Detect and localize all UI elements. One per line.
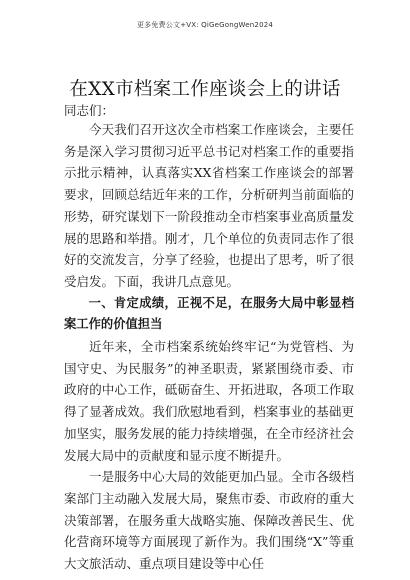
paragraph-achievements: 近年来，全市档案系统始终牢记“为党管档、为国守史、为民服务”的神圣职责，紧紧围绕市委、市政府的中心工作，砥砺奋生、开拓进取，各项工作取得了显著成效。我们欣慰地看到，档案事业的基础更加坚实，服务发展的能力持续增强，在全市经济社会发展大局中的贡献度和显示度不断提升。: [64, 339, 354, 463]
document-title: 在XX市档案工作座谈会上的讲话: [69, 79, 341, 100]
section-heading-1: 一、肯定成绩，正视不足，在服务大局中彰显档案工作的价值担当: [64, 295, 354, 332]
salutation: 同志们：: [64, 103, 115, 118]
document-body: [64, 119, 354, 575]
paragraph-intro: 今天我们召开这次全市档案工作座谈会，主要任务是深入学习贯彻习近平总书记对档案工作的重要指示批示精神，认真落实XX省档案工作座谈会的部署要求，回顾总结近年来的工作，分析研判当前面临的形势，研究谋划下一阶段推动全市档案事业高质量发展的思路和举措。刚才，几个单位的负责同志作了很好的交流发言，分享了经验，也提出了思考，听了很受启发。下面，我讲几点意见。: [64, 122, 354, 289]
paragraph-point-one: 一是服务中心大局的效能更加凸显。全市各级档案部门主动融入发展大局，聚焦市委、市政府的重大决策部署，在服务重大战略实施、保障改善民生、优化营商环境等方面展现了新作为。我们围绕“X”等重大文旅活动、重点项目建设等中心任: [64, 469, 354, 572]
header-note: 更多免费公文+VX: QiGeGongWen2024: [136, 21, 274, 29]
